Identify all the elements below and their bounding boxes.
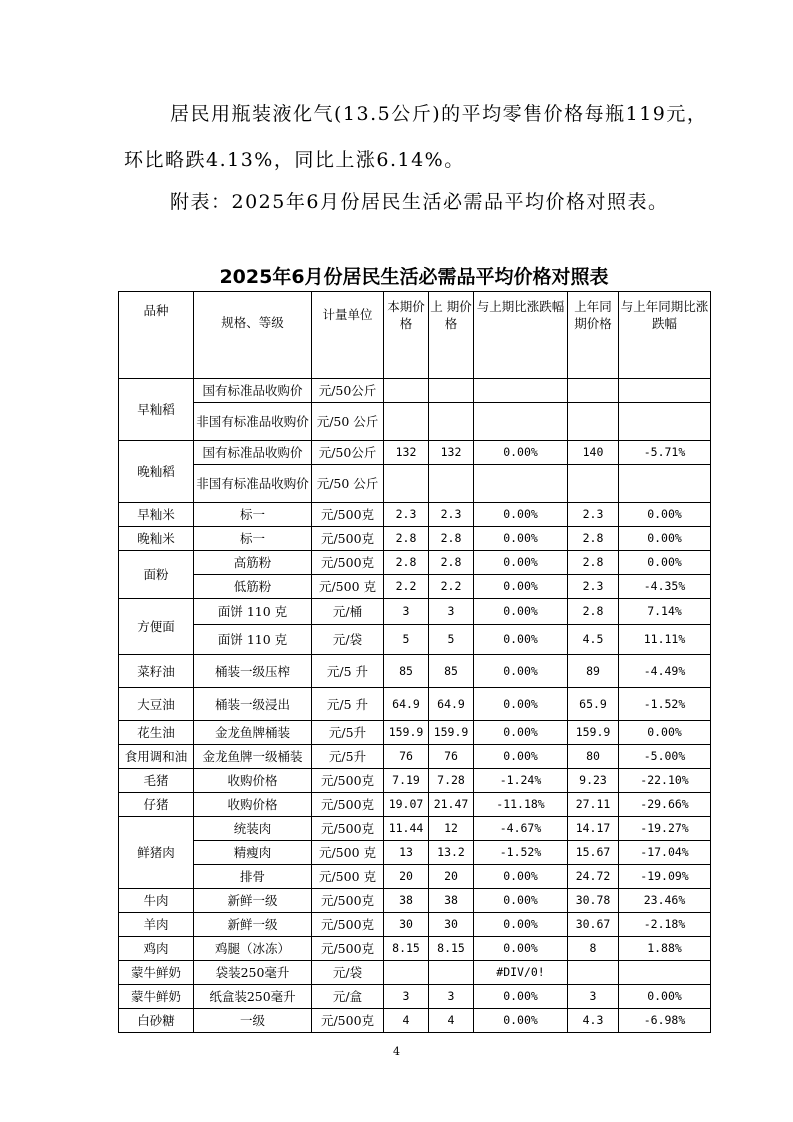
cell-variety: 食用调和油 [119, 745, 194, 769]
table-row [119, 503, 711, 527]
cell-unit: 元/50公斤 [312, 441, 384, 465]
paragraph-attachment-note: 附表：2025年6月份居民生活必需品平均价格对照表。 [170, 191, 669, 213]
cell-spec: 纸盒装250毫升 [194, 985, 312, 1009]
cell-variety: 蒙牛鲜奶 [119, 961, 194, 985]
page-number: 4 [393, 1045, 400, 1058]
cell-previous-price: 4 [429, 1009, 474, 1033]
table-row [119, 379, 711, 403]
cell-yoy-change [619, 403, 711, 441]
cell-variety: 早籼稻 [119, 379, 194, 441]
cell-mom-change [474, 379, 568, 403]
cell-unit: 元/50 公斤 [312, 465, 384, 503]
cell-last-year-price: 24.72 [568, 865, 619, 889]
cell-unit: 元/盒 [312, 985, 384, 1009]
cell-previous-price [429, 961, 474, 985]
cell-current-price: 13 [384, 841, 429, 865]
cell-unit: 元/500克 [312, 937, 384, 961]
cell-unit: 元/500克 [312, 769, 384, 793]
cell-spec: 袋装250毫升 [194, 961, 312, 985]
cell-spec: 金龙鱼牌一级桶装 [194, 745, 312, 769]
cell-current-price: 19.07 [384, 793, 429, 817]
cell-yoy-change: 7.14% [619, 599, 711, 625]
cell-last-year-price: 15.67 [568, 841, 619, 865]
cell-spec: 金龙鱼牌桶装 [194, 721, 312, 745]
header-last-year-price: 上年同期价格 [568, 292, 619, 379]
cell-mom-change: -4.67% [474, 817, 568, 841]
cell-mom-change: 0.00% [474, 985, 568, 1009]
cell-last-year-price: 2.3 [568, 503, 619, 527]
table-row [119, 817, 711, 841]
cell-previous-price: 38 [429, 889, 474, 913]
cell-previous-price: 3 [429, 599, 474, 625]
cell-variety: 方便面 [119, 599, 194, 655]
cell-previous-price: 5 [429, 625, 474, 655]
cell-unit: 元/500克 [312, 817, 384, 841]
cell-mom-change: -1.52% [474, 841, 568, 865]
cell-unit: 元/500克 [312, 889, 384, 913]
cell-variety: 晚籼稻 [119, 441, 194, 503]
cell-current-price: 3 [384, 985, 429, 1009]
cell-mom-change [474, 465, 568, 503]
cell-spec: 新鲜一级 [194, 889, 312, 913]
cell-yoy-change: 11.11% [619, 625, 711, 655]
cell-unit: 元/5升 [312, 721, 384, 745]
cell-yoy-change: -5.00% [619, 745, 711, 769]
cell-last-year-price: 89 [568, 655, 619, 688]
cell-current-price: 2.8 [384, 527, 429, 551]
cell-unit: 元/500克 [312, 913, 384, 937]
cell-yoy-change: -29.66% [619, 793, 711, 817]
cell-last-year-price: 80 [568, 745, 619, 769]
header-previous-price: 上 期价格 [429, 292, 474, 379]
cell-yoy-change: 0.00% [619, 527, 711, 551]
cell-current-price: 30 [384, 913, 429, 937]
cell-variety: 毛猪 [119, 769, 194, 793]
cell-previous-price: 7.28 [429, 769, 474, 793]
cell-unit: 元/50公斤 [312, 379, 384, 403]
cell-unit: 元/5 升 [312, 688, 384, 721]
cell-previous-price: 20 [429, 865, 474, 889]
cell-yoy-change: -1.52% [619, 688, 711, 721]
cell-yoy-change: 1.88% [619, 937, 711, 961]
header-spec: 规格、等级 [194, 292, 312, 379]
cell-spec: 标一 [194, 527, 312, 551]
cell-previous-price: 2.8 [429, 527, 474, 551]
cell-mom-change: 0.00% [474, 688, 568, 721]
table-row [119, 441, 711, 465]
cell-mom-change: 0.00% [474, 865, 568, 889]
cell-spec: 非国有标准品收购价 [194, 465, 312, 503]
cell-spec: 面饼 110 克 [194, 625, 312, 655]
cell-variety: 早籼米 [119, 503, 194, 527]
cell-spec: 高筋粉 [194, 551, 312, 575]
cell-current-price: 2.8 [384, 551, 429, 575]
cell-variety: 白砂糖 [119, 1009, 194, 1033]
cell-current-price: 85 [384, 655, 429, 688]
cell-current-price [384, 465, 429, 503]
cell-spec: 桶装一级浸出 [194, 688, 312, 721]
cell-spec: 国有标准品收购价 [194, 441, 312, 465]
cell-current-price: 159.9 [384, 721, 429, 745]
table-row [119, 961, 711, 985]
cell-mom-change: 0.00% [474, 745, 568, 769]
cell-variety: 羊肉 [119, 913, 194, 937]
table-row [119, 551, 711, 575]
cell-current-price [384, 961, 429, 985]
cell-spec: 精瘦肉 [194, 841, 312, 865]
cell-unit: 元/500克 [312, 527, 384, 551]
cell-current-price: 4 [384, 1009, 429, 1033]
cell-previous-price: 76 [429, 745, 474, 769]
cell-current-price: 5 [384, 625, 429, 655]
table-row [119, 655, 711, 688]
cell-previous-price [429, 379, 474, 403]
cell-yoy-change [619, 379, 711, 403]
cell-previous-price: 30 [429, 913, 474, 937]
table-row [119, 841, 711, 865]
cell-yoy-change: 0.00% [619, 551, 711, 575]
cell-spec: 收购价格 [194, 769, 312, 793]
table-row [119, 793, 711, 817]
cell-variety: 仔猪 [119, 793, 194, 817]
cell-yoy-change: -22.10% [619, 769, 711, 793]
cell-mom-change: 0.00% [474, 599, 568, 625]
cell-variety: 晚籼米 [119, 527, 194, 551]
cell-spec: 鸡腿（冰冻） [194, 937, 312, 961]
cell-spec: 排骨 [194, 865, 312, 889]
cell-previous-price: 12 [429, 817, 474, 841]
cell-previous-price: 8.15 [429, 937, 474, 961]
cell-yoy-change: 0.00% [619, 721, 711, 745]
cell-last-year-price: 30.78 [568, 889, 619, 913]
cell-unit: 元/500 克 [312, 841, 384, 865]
cell-yoy-change: -5.71% [619, 441, 711, 465]
cell-unit: 元/500克 [312, 503, 384, 527]
table-row [119, 575, 711, 599]
header-current-price: 本期价格 [384, 292, 429, 379]
cell-unit: 元/袋 [312, 961, 384, 985]
cell-variety: 面粉 [119, 551, 194, 599]
table-row [119, 865, 711, 889]
cell-previous-price: 21.47 [429, 793, 474, 817]
cell-last-year-price: 65.9 [568, 688, 619, 721]
cell-unit: 元/500 克 [312, 575, 384, 599]
cell-mom-change: 0.00% [474, 889, 568, 913]
cell-previous-price: 85 [429, 655, 474, 688]
cell-yoy-change: 0.00% [619, 503, 711, 527]
cell-unit: 元/50 公斤 [312, 403, 384, 441]
header-yoy-change: 与上年同期比涨跌幅 [619, 292, 711, 379]
cell-yoy-change: -4.49% [619, 655, 711, 688]
cell-unit: 元/袋 [312, 625, 384, 655]
cell-spec: 非国有标准品收购价 [194, 403, 312, 441]
cell-unit: 元/桶 [312, 599, 384, 625]
cell-previous-price: 2.3 [429, 503, 474, 527]
cell-current-price: 7.19 [384, 769, 429, 793]
cell-last-year-price: 14.17 [568, 817, 619, 841]
cell-mom-change: 0.00% [474, 655, 568, 688]
paragraph-lpg-change: 环比略跌4.13%，同比上涨6.14%。 [124, 149, 465, 171]
cell-unit: 元/500克 [312, 1009, 384, 1033]
cell-last-year-price: 2.8 [568, 551, 619, 575]
cell-spec: 统装肉 [194, 817, 312, 841]
cell-variety: 蒙牛鲜奶 [119, 985, 194, 1009]
cell-last-year-price: 140 [568, 441, 619, 465]
cell-previous-price: 2.2 [429, 575, 474, 599]
cell-last-year-price: 8 [568, 937, 619, 961]
table-row [119, 688, 711, 721]
cell-mom-change: 0.00% [474, 913, 568, 937]
paragraph-lpg-price: 居民用瓶装液化气(13.5公斤)的平均零售价格每瓶119元， [170, 103, 708, 125]
cell-mom-change: 0.00% [474, 527, 568, 551]
cell-previous-price: 132 [429, 441, 474, 465]
cell-unit: 元/5升 [312, 745, 384, 769]
table-row [119, 985, 711, 1009]
table-row [119, 745, 711, 769]
cell-previous-price: 13.2 [429, 841, 474, 865]
cell-mom-change [474, 403, 568, 441]
cell-previous-price: 2.8 [429, 551, 474, 575]
cell-variety: 花生油 [119, 721, 194, 745]
cell-spec: 低筋粉 [194, 575, 312, 599]
cell-spec: 面饼 110 克 [194, 599, 312, 625]
cell-current-price [384, 379, 429, 403]
table-header-row [119, 292, 711, 379]
cell-current-price: 132 [384, 441, 429, 465]
table-row [119, 721, 711, 745]
cell-mom-change: 0.00% [474, 1009, 568, 1033]
cell-mom-change: 0.00% [474, 441, 568, 465]
cell-last-year-price: 2.8 [568, 599, 619, 625]
cell-unit: 元/500 克 [312, 865, 384, 889]
cell-current-price: 2.3 [384, 503, 429, 527]
table-row [119, 913, 711, 937]
cell-last-year-price: 2.3 [568, 575, 619, 599]
cell-current-price: 76 [384, 745, 429, 769]
cell-last-year-price: 4.5 [568, 625, 619, 655]
cell-last-year-price [568, 465, 619, 503]
cell-current-price: 20 [384, 865, 429, 889]
cell-last-year-price: 4.3 [568, 1009, 619, 1033]
header-unit: 计量单位 [312, 292, 384, 379]
cell-variety: 鸡肉 [119, 937, 194, 961]
header-variety: 品种 [119, 292, 194, 379]
cell-mom-change: 0.00% [474, 937, 568, 961]
cell-variety: 鲜猪肉 [119, 817, 194, 889]
cell-last-year-price: 27.11 [568, 793, 619, 817]
cell-current-price: 64.9 [384, 688, 429, 721]
cell-mom-change: 0.00% [474, 575, 568, 599]
table-row [119, 1009, 711, 1033]
cell-previous-price: 3 [429, 985, 474, 1009]
cell-last-year-price: 159.9 [568, 721, 619, 745]
cell-unit: 元/500克 [312, 551, 384, 575]
cell-yoy-change: 23.46% [619, 889, 711, 913]
cell-last-year-price [568, 403, 619, 441]
cell-current-price: 38 [384, 889, 429, 913]
cell-mom-change: #DIV/0! [474, 961, 568, 985]
cell-spec: 桶装一级压榨 [194, 655, 312, 688]
cell-yoy-change [619, 961, 711, 985]
table-row [119, 599, 711, 625]
cell-spec: 新鲜一级 [194, 913, 312, 937]
cell-previous-price [429, 403, 474, 441]
cell-last-year-price: 2.8 [568, 527, 619, 551]
cell-current-price: 2.2 [384, 575, 429, 599]
cell-yoy-change: -17.04% [619, 841, 711, 865]
cell-spec: 一级 [194, 1009, 312, 1033]
cell-last-year-price: 3 [568, 985, 619, 1009]
cell-spec: 标一 [194, 503, 312, 527]
cell-yoy-change: -2.18% [619, 913, 711, 937]
cell-mom-change: -11.18% [474, 793, 568, 817]
cell-variety: 牛肉 [119, 889, 194, 913]
cell-current-price: 3 [384, 599, 429, 625]
cell-mom-change: 0.00% [474, 551, 568, 575]
cell-last-year-price: 9.23 [568, 769, 619, 793]
cell-yoy-change: -19.09% [619, 865, 711, 889]
cell-last-year-price: 30.67 [568, 913, 619, 937]
cell-previous-price [429, 465, 474, 503]
cell-mom-change: 0.00% [474, 625, 568, 655]
cell-last-year-price [568, 961, 619, 985]
cell-spec: 收购价格 [194, 793, 312, 817]
cell-yoy-change: -6.98% [619, 1009, 711, 1033]
cell-mom-change: 0.00% [474, 503, 568, 527]
cell-mom-change: 0.00% [474, 721, 568, 745]
table-title: 2025年6月份居民生活必需品平均价格对照表 [219, 266, 609, 288]
cell-unit: 元/500克 [312, 793, 384, 817]
cell-yoy-change: -19.27% [619, 817, 711, 841]
cell-yoy-change: 0.00% [619, 985, 711, 1009]
cell-current-price: 8.15 [384, 937, 429, 961]
table-row [119, 403, 711, 441]
table-body [119, 379, 711, 1033]
cell-yoy-change: -4.35% [619, 575, 711, 599]
table-row [119, 937, 711, 961]
cell-variety: 大豆油 [119, 688, 194, 721]
cell-current-price: 11.44 [384, 817, 429, 841]
cell-previous-price: 64.9 [429, 688, 474, 721]
cell-variety: 菜籽油 [119, 655, 194, 688]
cell-previous-price: 159.9 [429, 721, 474, 745]
cell-mom-change: -1.24% [474, 769, 568, 793]
cell-yoy-change [619, 465, 711, 503]
header-mom-change: 与上期比涨跌幅 [474, 292, 568, 379]
table-row [119, 527, 711, 551]
price-table [118, 291, 711, 1033]
cell-last-year-price [568, 379, 619, 403]
cell-unit: 元/5 升 [312, 655, 384, 688]
table-row [119, 769, 711, 793]
cell-spec: 国有标准品收购价 [194, 379, 312, 403]
table-row [119, 889, 711, 913]
table-row [119, 465, 711, 503]
table-row [119, 625, 711, 655]
cell-current-price [384, 403, 429, 441]
